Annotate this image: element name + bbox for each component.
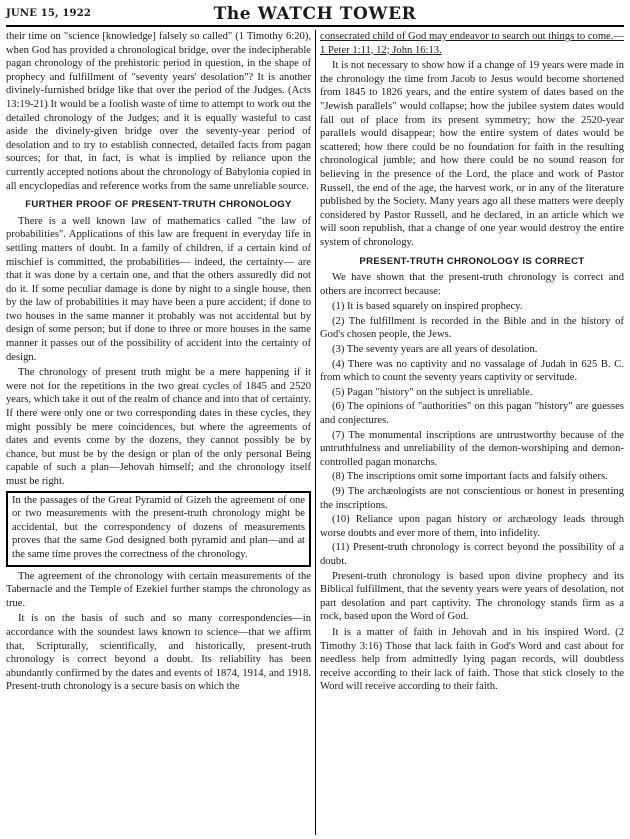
list-item: (9) The archæologists are not conscientious or honest in presenting the inscriptions. [320, 486, 624, 511]
paragraph: The chronology of present truth might be a mere happening if it were not for the repetitions in the two great cycles of 1845 and 2520 years, which take it out of the realm of chance and into that of certainty. If there were only one or two corresponding dates in these cycles, they might possibly be mere coincidences, but where the agreements of dates and events come by the dozens, they cannot possibly be by chance, but must be by the design or plan of the only personal Being capable of such a plan—Jehovah himself; and the chronology itself must be right. [6, 367, 311, 487]
list-item: (3) The seventy years are all years of desolation. [332, 344, 538, 356]
paragraph: It is on the basis of such and so many correspondencies—in accordance with the soundest laws known to science—that we affirm that, Scripturally, scientifically, and historically, present-truth chronology is correct beyond a doubt. Its reliability has been abundantly confirmed by the dates and events of 1874, 1914, and 1918. Present-truth chronology is a secure basis on which the [6, 613, 311, 693]
list-item: (10) Reliance upon pagan history or archæology leads through worse doubts and ever more of them, into infidelity. [320, 514, 624, 539]
paragraph: consecrated child of God may endeavor to search out things to come.—1 Peter 1:11, 12; John 16:13. [320, 31, 624, 56]
paragraph: We have shown that the present-truth chronology is correct and others are incorrect because: [320, 272, 624, 297]
list-item: (5) Pagan "history" on the subject is unreliable. [332, 386, 533, 398]
list-item: (6) The opinions of "authorities" on this pagan "history" are guesses and conjectures. [320, 401, 624, 427]
paragraph: their time on "science [knowledge] falsely so called" (1 Timothy 6:20), when God has provided a chronological bridge, over the indecipherable pagan chronology of the prehistoric period in question, in the shape of prophecy and fulfillment of "seventy years' desolation"? It is another divinely-furnished bridge like that over the period of the Judges. (Acts 13:19-21) It would be a foolish waste of time to attempt to work out the detailed chronology of the Judges; and it is equally wasteful to cast aside the divinely-given bridge over the seventy-year period of desolation and to try to establish connected, detailed facts from pagan sources; for that, in fact, is what is implied by reliance upon the currently accepted notions about the chronology of Babylonia copied in all encyclopedias and reference works from the same unreliable source. [6, 31, 311, 192]
issue-date: JUNE 15, 1922 [6, 8, 92, 19]
left-column [6, 30, 311, 837]
list-item: (7) The monumental inscriptions are untrustworthy because of the untruthfulness and unreliability of the demon-worshiping and demon-controlled pagan monarchs. [320, 429, 624, 468]
paragraph: There is a well known law of mathematics called "the law of probabilities". Applications of this law are frequent in everyday life in settling matters of doubt. In a family of children, if a certain kind of mischief is committed, the probabilities— indeed, the certainty— are that it was done by a certain one, and that the others assuredly did not do it. If some peculiar damage is done by night to a single house, then by the law of probabilities it may have been a pure accident; if done to two houses in the same manner it probably was not accidental but by design of some person; but if done to three or more houses in the same manner it passes out of the possibility of accident into the certainty of design. [6, 215, 311, 363]
right-column [320, 30, 624, 837]
boxed-passage [6, 491, 311, 567]
section-heading: FURTHER PROOF OF PRESENT-TRUTH CHRONOLOGY [25, 199, 292, 211]
list-item: (2) The fulfillment is recorded in the Bible and in the history of God's chosen people, the Jews. [320, 315, 624, 341]
paragraph: Present-truth chronology is based upon divine prophecy and its Biblical fulfillment, that the seventy years were years of desolation, not part desolation and part captivity. The chronology stands firm as a rock, based upon the Word of God. [320, 570, 624, 623]
paragraph: It is a matter of faith in Jehovah and in his inspired Word. (2 Timothy 3:16) Those that lack faith in God's Word and cast about for needless help from admittedly lying pagan records, will doubtless receive according to their lack of faith. Those that stick closely to the Word will receive according to their faith. [320, 626, 624, 693]
boxed-paragraph: In the passages of the Great Pyramid of Gizeh the agreement of one or two measurements with the present-truth chronology might be accidental, but the correspondency of dozens of measurements proves that the same God designed both pyramid and plan—and at the same time proves the correctness of the chronology. [12, 494, 305, 560]
list-item: (11) Present-truth chronology is correct beyond the possibility of a doubt. [320, 542, 624, 567]
list-item: (8) The inscriptions omit some important facts and falsify others. [332, 471, 608, 483]
header-rule [6, 25, 624, 27]
paragraph: The agreement of the chronology with certain measurements of the Tabernacle and the Temple of Ezekiel further stamps the chronology as true. [6, 570, 311, 609]
paragraph: It is not necessary to show how if a change of 19 years were made in the chronology the time from Jacob to Jesus would become shortened from 1845 to 1826 years, and the entire system of dates based on the "Jewish parallels" would collapse; how the jubilee system dates would fall out of place from its present symmetry; how the 2520-year parallels would disappear; how the entire system of dates would be scattered; how there could be no foundation for faith in the resulting chronological jumble; and how there could be no sound reason for believing in the presence of the Lord, the place and work of Pastor Russell, the end of the age, the harvest work, or in any of the literature published by the Society. Many years ago all these matters were deeply considered by Pastor Russell, and he declared, in an article which we will soon republish, that a change of one year would destroy the entire system of chronology. [320, 60, 624, 248]
list-item: (1) It is based squarely on inspired prophecy. [332, 301, 523, 313]
section-heading: PRESENT-TRUTH CHRONOLOGY IS CORRECT [359, 255, 585, 267]
reasons-list [320, 300, 624, 568]
magazine-title: The WATCH TOWER [213, 4, 417, 24]
column-divider [315, 30, 316, 835]
list-item: (4) There was no captivity and no vassalage of Judah in 625 B. C. from which to count the seventy years captivity or servitude. [320, 358, 624, 384]
page-header [6, 4, 624, 26]
